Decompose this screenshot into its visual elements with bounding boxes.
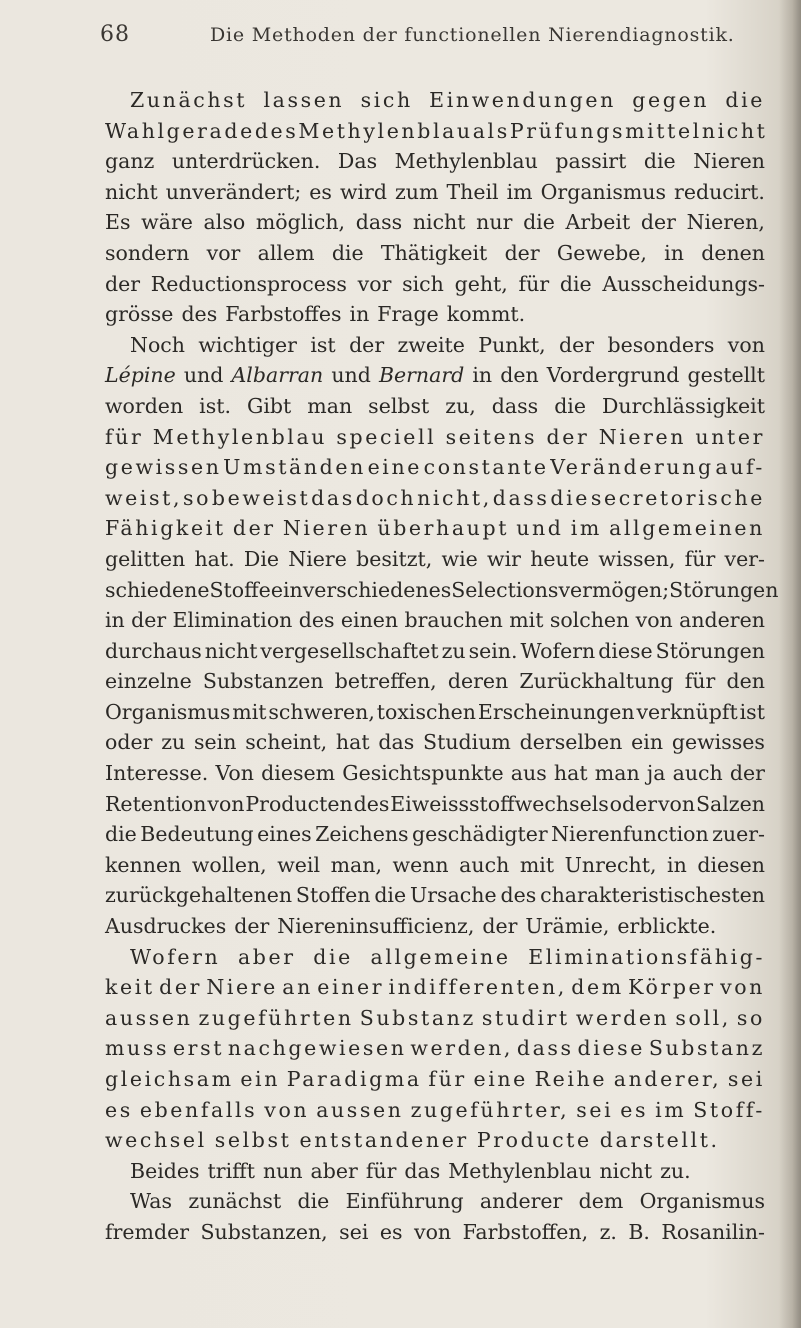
text-line: muss erst nachgewiesen werden, dass diese Substanz (105, 1036, 765, 1061)
text-line: oder zu sein scheint, hat das Studium derselben ein gewisses (105, 730, 765, 755)
text-line: grösse des Farbstoffes in Frage kommt. (105, 302, 526, 327)
text-line: Es wäre also möglich, dass nicht nur die Arbeit der Nieren, (105, 210, 765, 235)
text-line: Fähigkeit der Nieren überhaupt und im allgemeinen (105, 516, 765, 541)
text-line: gelitten hat. Die Niere besitzt, wie wir heute wissen, für ver- (105, 546, 765, 571)
text-line: Was zunächst die Einführung anderer dem Organismus (130, 1189, 765, 1214)
running-head: Die Methoden der functionellen Nierendiagnostik. (210, 24, 735, 46)
text-line: Zunächst lassen sich Einwendungen gegen die (130, 88, 765, 112)
text-line: zurückgehaltenen Stoffen die Ursache des charakteristischesten (105, 883, 765, 908)
page-header (100, 22, 740, 52)
text-line: schiedene Stoffe ein verschiedenes Selectionsvermögen; Störungen (105, 577, 779, 602)
text-line: einzelne Substanzen betreffen, deren Zurückhaltung für den (105, 669, 765, 694)
text-line: worden ist. Gibt man selbst zu, dass die Durchlässigkeit (105, 393, 765, 418)
text-line: Noch wichtiger ist der zweite Punkt, der besonders von (130, 332, 765, 357)
body-text (105, 85, 779, 1248)
text-line: Interesse. Von diesem Gesichtspunkte aus hat man ja auch der (105, 761, 765, 786)
text-line: aussen zugeführten Substanz studirt werden soll, so (105, 1005, 765, 1030)
text-line: Wahl gerade des Methylenblau als Prüfungsmittel nicht (105, 118, 768, 143)
text-line: Beides trifft nun aber für das Methylenblau nicht zu. (130, 1158, 691, 1183)
text-line: die Bedeutung eines Zeichens geschädigter Nierenfunction zuer- (105, 822, 765, 847)
text-line: Retention von Producten des Eiweissstoffwechsels oder von Salzen (105, 791, 765, 816)
text-line: durchaus nicht vergesellschaftet zu sein. Wofern diese Störungen (105, 638, 765, 663)
text-line: keit der Niere an einer indifferenten, dem Körper von (105, 975, 765, 1000)
text-line: fremder Substanzen, sei es von Farbstoffen, z. B. Rosanilin- (105, 1219, 765, 1244)
text-line: Lépine und Albarran und Bernard in den Vordergrund gestellt (105, 363, 765, 388)
text-line: in der Elimination des einen brauchen mit solchen von anderen (105, 608, 765, 633)
text-line: weist, so beweist das doch nicht, dass die secretorische (105, 485, 765, 510)
page-edge-shadow (779, 0, 801, 1328)
text-line: gleichsam ein Paradigma für eine Reihe anderer, sei (105, 1067, 765, 1091)
text-line: sondern vor allem die Thätigkeit der Gewebe, in denen (105, 240, 765, 265)
text-line: gewissen Umständen eine constante Veränderung auf- (105, 455, 765, 480)
text-line: kennen wollen, weil man, wenn auch mit Unrecht, in diesen (105, 852, 765, 877)
text-line: der Reductionsprocess vor sich geht, für die Ausscheidungs- (105, 271, 765, 296)
text-line: nicht unverändert; es wird zum Theil im Organismus reducirt. (105, 179, 765, 204)
text-line: Ausdruckes der Niereninsufficienz, der Urämie, erblickte. (105, 914, 717, 939)
text-line: es ebenfalls von aussen zugeführter, sei es im Stoff- (105, 1097, 765, 1122)
text-line: für Methylenblau speciell seitens der Nieren unter (105, 424, 765, 449)
text-line: Wofern aber die allgemeine Eliminationsfähig- (130, 944, 765, 969)
text-line: ganz unterdrücken. Das Methylenblau passirt die Nieren (105, 149, 765, 174)
text-line: wechsel selbst entstandener Producte darstellt. (105, 1128, 720, 1153)
page-number: 68 (100, 22, 130, 47)
text-line: Organismus mit schweren, toxischen Erscheinungen verknüpft ist (105, 699, 765, 724)
